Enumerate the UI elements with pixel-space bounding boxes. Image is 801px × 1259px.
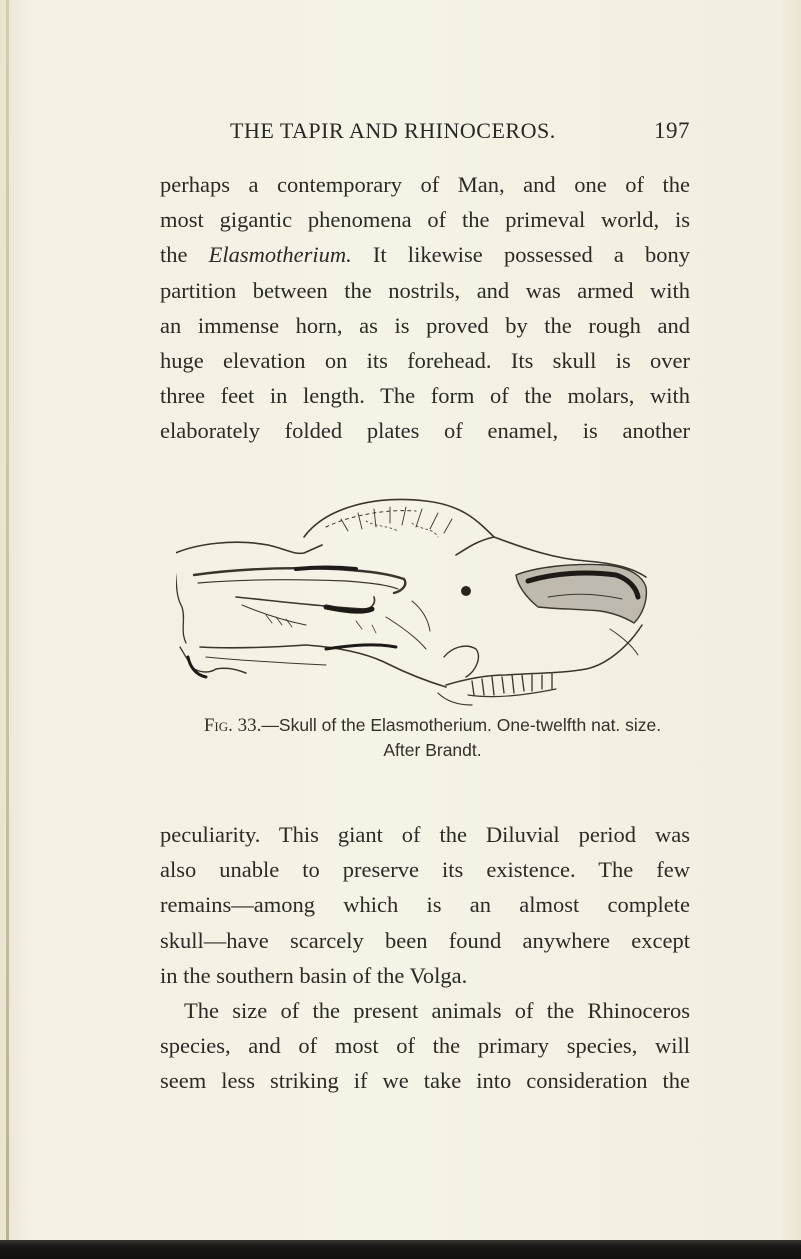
text-line: The size of the present animals of the Rhinoceros <box>184 998 690 1024</box>
text-line: species, and of most of the primary species, will <box>160 1033 690 1059</box>
text-line-with-italic <box>160 237 690 272</box>
text-line: seem less striking if we take into consideration the <box>160 1068 690 1094</box>
text-line: an immense horn, as is proved by the rough and <box>160 312 690 338</box>
paragraph-1 <box>160 167 690 449</box>
text-line: most gigantic phenomena of the primeval world, is <box>160 207 690 233</box>
caption-line <box>160 713 705 738</box>
caption-text: —Skull of the Elasmotherium. One-twelfth nat. size. <box>261 715 662 735</box>
running-title: THE TAPIR AND RHINOCEROS. <box>230 118 556 143</box>
paragraph-2 <box>160 817 690 1099</box>
page-gutter <box>6 0 9 1259</box>
text-line: also unable to preserve its existence. The few <box>160 857 690 883</box>
figure-label: Fig. 33. <box>203 715 262 736</box>
skull-illustration <box>176 497 651 709</box>
text-line: skull—have scarcely been found anywhere except <box>160 927 690 953</box>
page-bottom-edge <box>0 1240 801 1259</box>
text-line: elaborately folded plates of enamel, is another <box>160 418 690 444</box>
text-line: in the southern basin of the Volga. <box>160 962 468 988</box>
running-header <box>160 118 690 144</box>
text-line: remains—among which is an almost complete <box>160 892 690 918</box>
text-line: peculiarity. This giant of the Diluvial period was <box>160 822 690 847</box>
text-line: three feet in length. The form of the molars, with <box>160 383 690 409</box>
text-line: huge elevation on its forehead. Its skull is over <box>160 348 690 374</box>
figure-caption <box>160 713 705 762</box>
species-name-italic: Elasmotherium. <box>208 242 352 268</box>
text-fragment: the <box>160 242 209 268</box>
text-line: partition between the nostrils, and was armed with <box>160 277 690 303</box>
caption-credit: After Brandt. <box>383 740 482 760</box>
text-line: perhaps a contemporary of Man, and one of the <box>160 172 690 197</box>
text-fragment: It likewise possessed a bony <box>351 242 690 268</box>
page-number: 197 <box>654 118 690 143</box>
skull-drawing <box>176 497 651 709</box>
